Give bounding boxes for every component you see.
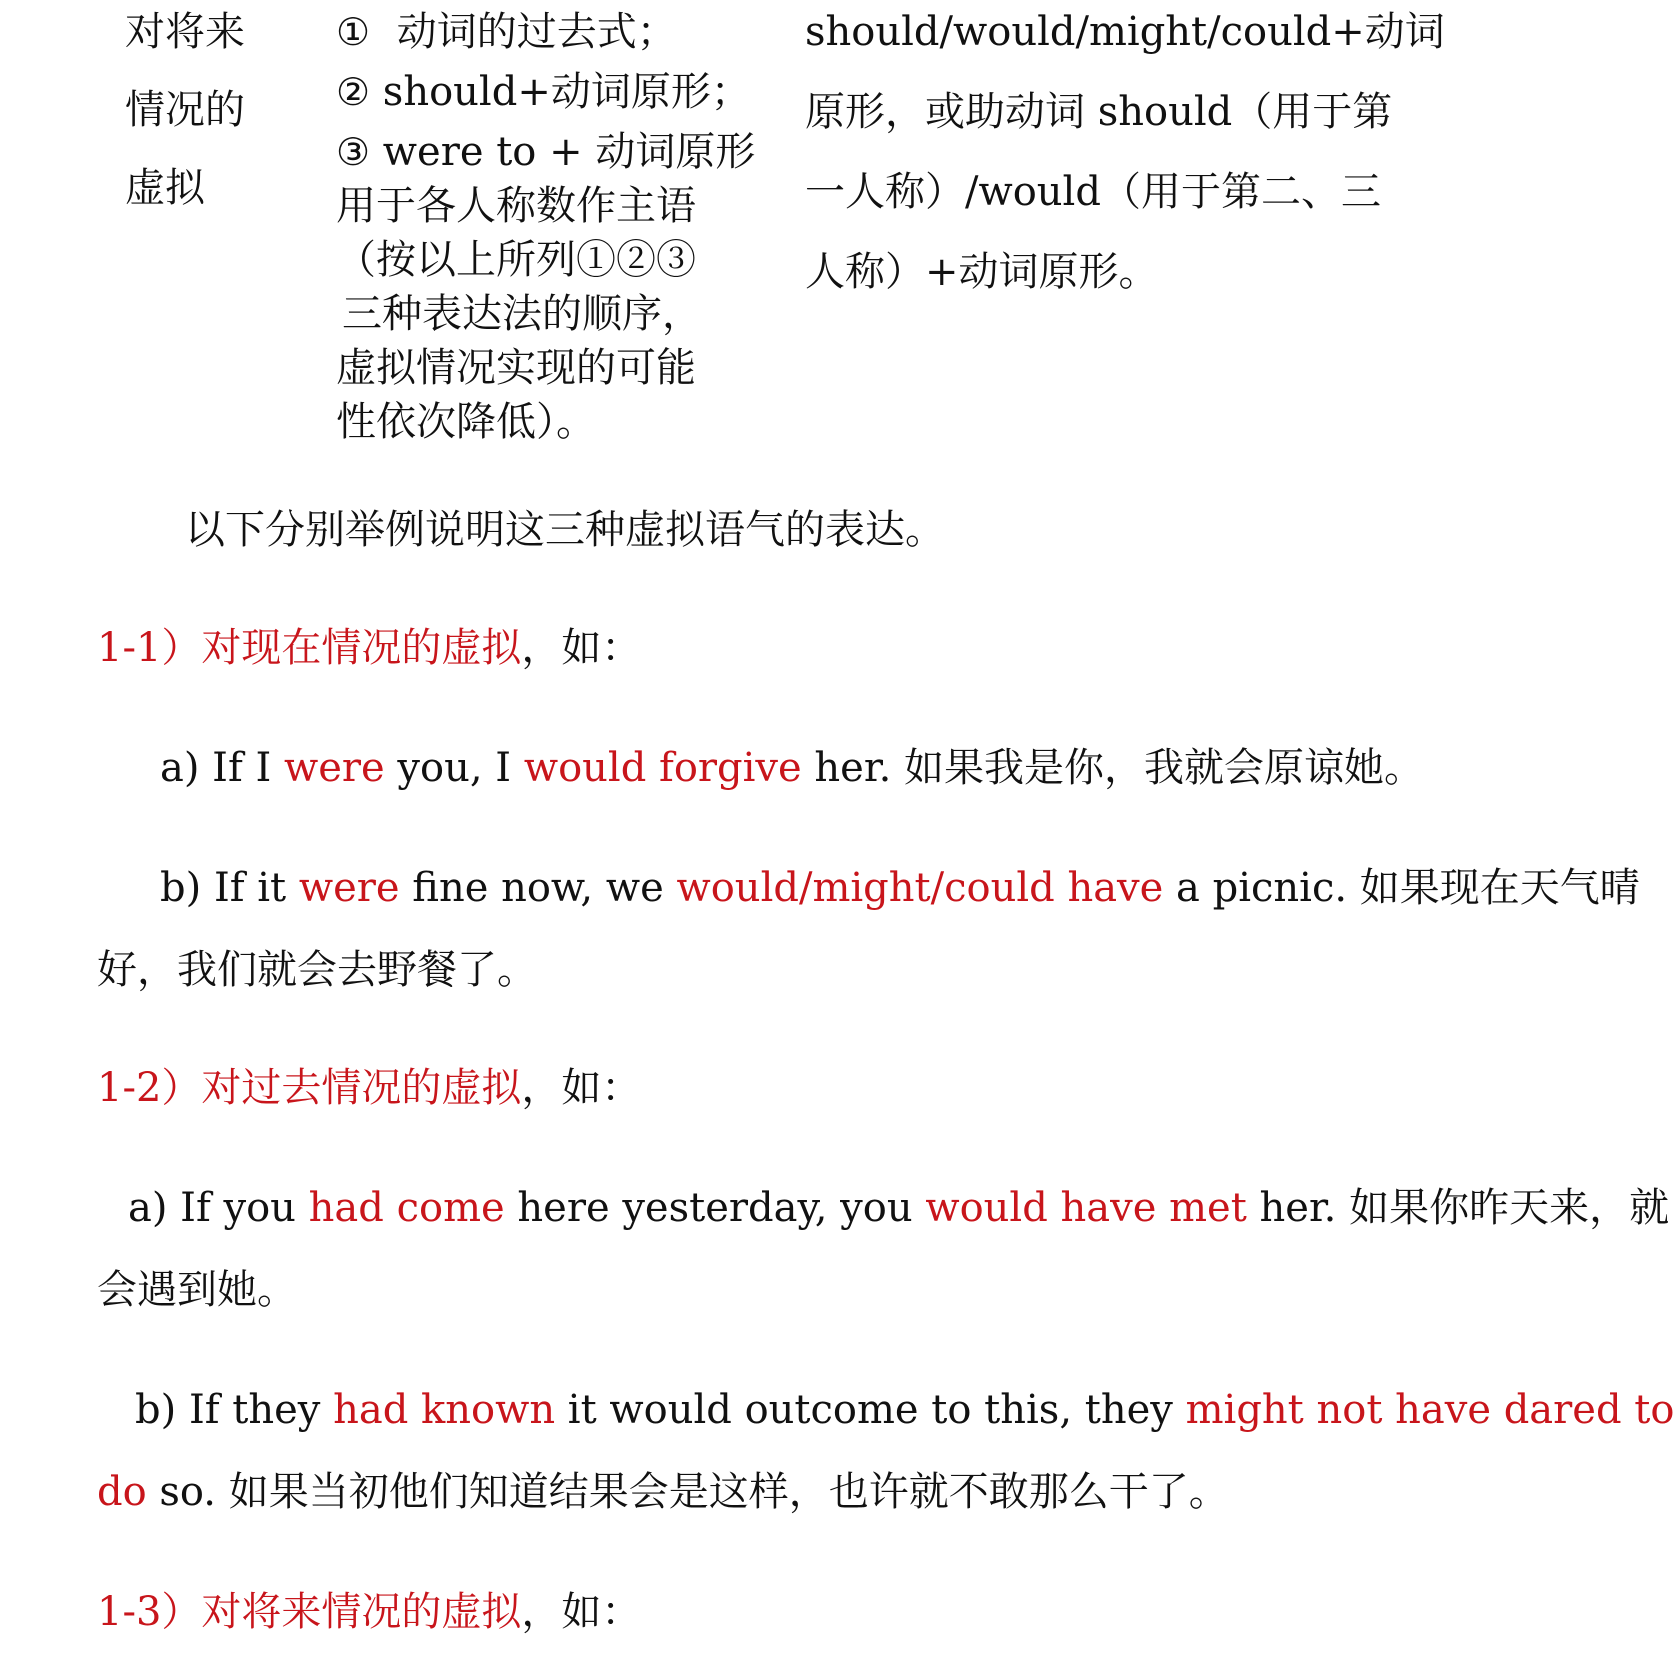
example-1-2-b-continuation: [97, 1469, 1229, 1515]
category-line-2: 情况的: [125, 87, 245, 133]
if-clause-note-2: （按以上所列①②③: [336, 237, 696, 283]
heading-tail: ，如：: [521, 625, 642, 671]
option-marker: ③: [336, 130, 371, 174]
example-1-2-b: [135, 1387, 1674, 1433]
example-text: If they: [188, 1387, 334, 1433]
example-text: so. 如果当初他们知道结果会是这样，也许就不敢那么干了。: [146, 1469, 1229, 1515]
main-clause-line-2: 原形，或助动词 should（用于第: [805, 89, 1393, 135]
example-highlight: had come: [308, 1185, 505, 1231]
example-highlight: were: [298, 865, 400, 911]
heading-text: 1-1）对现在情况的虚拟: [97, 625, 522, 671]
option-marker: ②: [336, 70, 371, 114]
example-text: a picnic. 如果现在天气晴: [1163, 865, 1640, 911]
example-label: b): [160, 865, 202, 911]
example-highlight: had known: [333, 1387, 556, 1433]
main-clause-line-3: 一人称）/would（用于第二、三: [805, 169, 1381, 215]
example-highlight: might not have dared to: [1185, 1387, 1674, 1433]
if-clause-note-4: 虚拟情况实现的可能: [336, 345, 696, 391]
category-line-3: 虚拟: [125, 165, 205, 211]
heading-text: 1-2）对过去情况的虚拟: [97, 1065, 522, 1111]
example-text: her. 如果你昨天来，就: [1246, 1185, 1670, 1231]
heading-tail: ，如：: [521, 1065, 642, 1111]
option-text: 动词的过去式；: [396, 9, 677, 55]
main-clause-line-1: should/would/might/could+动词: [805, 9, 1445, 55]
main-clause-line-4: 人称）+动词原形。: [805, 249, 1159, 295]
example-label: b): [135, 1387, 177, 1433]
example-text: If it: [213, 865, 299, 911]
example-highlight: were: [284, 745, 385, 791]
example-highlight: do: [97, 1469, 147, 1515]
option-text: were to + 动词原形: [382, 129, 756, 175]
example-text: her. 如果我是你，我就会原谅她。: [801, 745, 1425, 791]
example-1-2-a: [128, 1185, 1670, 1231]
if-clause-option-2: [336, 69, 751, 115]
category-line-1: 对将来: [125, 9, 245, 55]
example-text: fine now, we: [399, 865, 677, 911]
intro-paragraph: 以下分别举例说明这三种虚拟语气的表达。: [185, 507, 945, 553]
example-text: If you: [180, 1185, 309, 1231]
example-highlight: would/might/could have: [676, 865, 1164, 911]
section-heading-1-2: [97, 1065, 642, 1111]
heading-tail: ，如：: [521, 1589, 642, 1635]
example-text: here yesterday, you: [504, 1185, 926, 1231]
example-highlight: would forgive: [523, 745, 802, 791]
if-clause-option-1: [336, 9, 677, 55]
example-highlight: would have met: [925, 1185, 1247, 1231]
example-1-2-a-continuation: 会遇到她。: [97, 1267, 297, 1313]
example-1-1-b-continuation: 好，我们就会去野餐了。: [97, 947, 537, 993]
section-heading-1-3: [97, 1589, 642, 1635]
example-text: If I: [212, 745, 285, 791]
option-text: should+动词原形；: [382, 69, 751, 115]
if-clause-note-1: 用于各人称数作主语: [336, 183, 696, 229]
if-clause-option-3: [336, 129, 756, 175]
example-text: it would outcome to this, they: [555, 1387, 1186, 1433]
section-heading-1-1: [97, 625, 642, 671]
if-clause-note-5: 性依次降低）。: [336, 399, 596, 445]
example-label: a): [160, 745, 200, 791]
option-marker: ①: [336, 10, 371, 54]
example-1-1-b: [160, 865, 1640, 911]
example-1-1-a: [160, 745, 1425, 791]
heading-text: 1-3）对将来情况的虚拟: [97, 1589, 522, 1635]
example-label: a): [128, 1185, 168, 1231]
if-clause-note-3: 三种表达法的顺序，: [342, 291, 702, 337]
example-text: you, I: [384, 745, 524, 791]
